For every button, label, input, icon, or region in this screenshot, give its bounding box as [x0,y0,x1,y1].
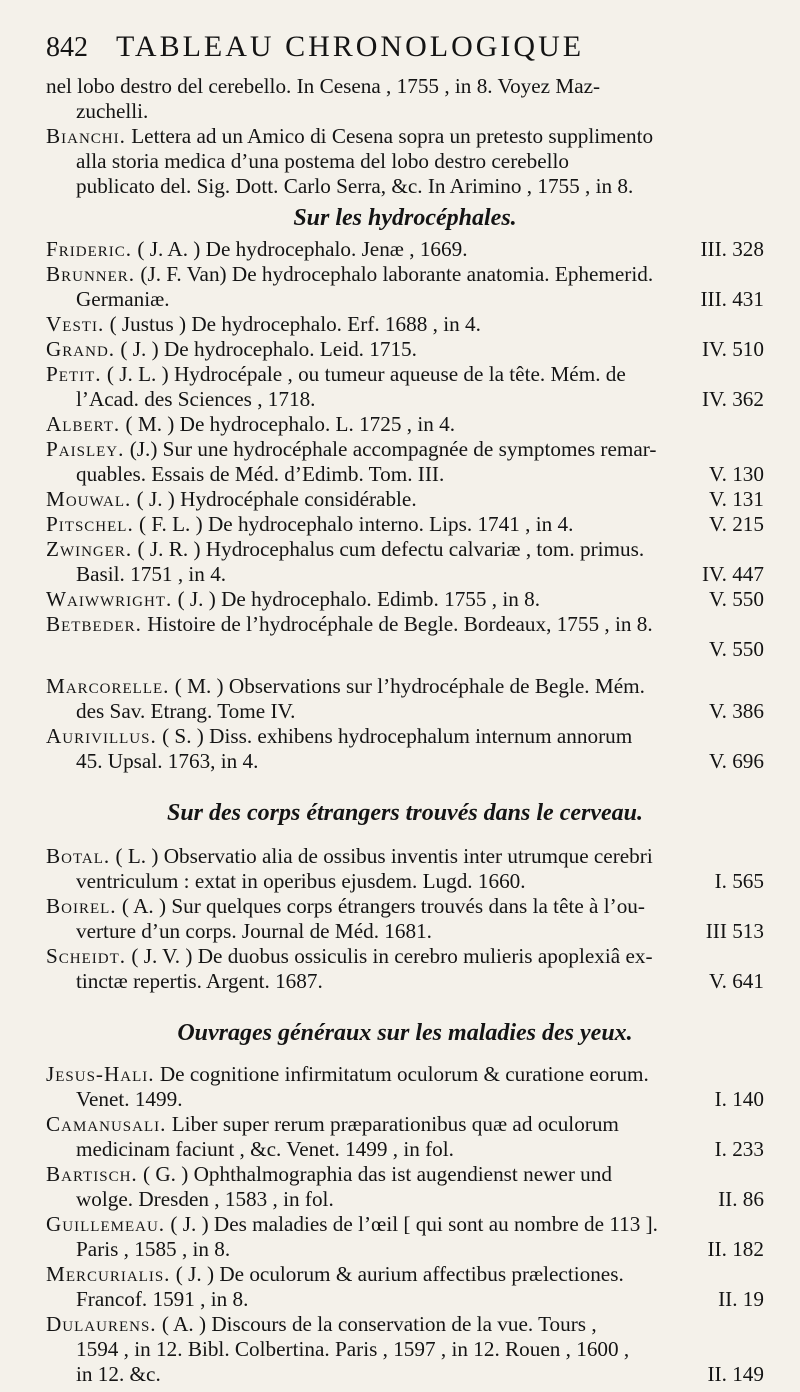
entry-text: Lettera ad un Amico di Cesena sopra un pretesto supplimento [125,124,654,148]
entry-text: quables. Essais de Méd. d’Edimb. Tom. III. [76,462,445,486]
entry-line [46,1112,764,1137]
entry-line [46,1162,764,1187]
entry-continuation-line [46,1287,764,1312]
entry-text: ( A. ) Sur quelques corps étrangers trouvés dans la tête à l’ou- [116,894,645,918]
volume-reference: V. 130 [705,462,764,487]
entry-text: Histoire de l’hydrocéphale de Begle. Bordeaux, 1755 , in 8. [141,612,653,636]
bibliography-entry [46,124,764,199]
entry-text: ( S. ) Diss. exhibens hydrocephalum internum annorum [156,724,633,748]
entry-line [46,362,764,387]
page-body [46,74,764,1387]
bibliography-entry [46,312,764,337]
entry-text: ( G. ) Ophthalmographia das ist augendienst newer und [137,1162,612,1186]
bibliography-entry [46,724,764,774]
entry-line [46,537,764,562]
entry-continuation-line [46,749,764,774]
entry-continuation-line [46,1187,764,1212]
volume-reference: V. 550 [705,637,764,662]
entry-text: ( Justus ) De hydrocephalo. Erf. 1688 , in 4. [104,312,481,336]
author-name: Mouwal. [46,487,132,511]
entry-text: (J. F. Van) De hydrocephalo laborante anatomia. Ephemerid. [135,262,654,286]
entry-continuation-line [46,869,764,894]
entry-continuation-line [46,699,764,724]
spacer [46,662,764,674]
entry-text: ( J. ) De hydrocephalo. Edimb. 1755 , in 8. [172,587,541,611]
entry-continuation-line [46,969,764,994]
author-name: Betbeder. [46,612,142,636]
author-name: Zwinger. [46,537,133,561]
entry-continuation-line [46,149,764,174]
author-name: Brunner. [46,262,136,286]
volume-reference: II. 19 [714,1287,764,1312]
author-name: Frideric. [46,237,133,261]
running-head [46,30,764,74]
bibliography-entry [46,362,764,412]
entry-continuation-line [46,99,764,124]
entry-text: ( M. ) Observations sur l’hydrocéphale de Begle. Mém. [169,674,645,698]
entry-text: medicinam faciunt , &c. Venet. 1499 , in fol. [76,1137,454,1161]
entry-text: verture d’un corps. Journal de Méd. 1681. [76,919,432,943]
author-name: Petit. [46,362,102,386]
entry-continuation-line [46,1087,764,1112]
bibliography-entry [46,587,764,612]
entry-text: ( L. ) Observatio alia de ossibus inventis inter utrumque cerebri [110,844,653,868]
entry-text: publicato del. Sig. Dott. Carlo Serra, &c. In Arimino , 1755 , in 8. [76,174,634,198]
entry-text: in 12. &c. [76,1362,161,1386]
volume-reference: V. 131 [705,487,764,512]
entry-text: ( J. A. ) De hydrocephalo. Jenæ , 1669. [132,237,468,261]
entry-text: ( J. R. ) Hydrocephalus cum defectu calvariæ , tom. primus. [132,537,645,561]
volume-reference: II. 86 [714,1187,764,1212]
entry-text: 45. Upsal. 1763, in 4. [76,749,259,773]
volume-reference: I. 140 [711,1087,764,1112]
entry-continuation-line [46,174,764,199]
bibliography-entry [46,437,764,487]
author-name: Bartisch. [46,1162,138,1186]
entry-text: wolge. Dresden , 1583 , in fol. [76,1187,334,1211]
bibliography-entry [46,512,764,537]
volume-reference: II. 182 [704,1237,765,1262]
entry-line [46,74,764,99]
entry-line [46,1062,764,1087]
bibliography-entry [46,1312,764,1387]
author-name: Mercurialis. [46,1262,171,1286]
volume-reference: V. 215 [705,512,764,537]
entry-text: des Sav. Etrang. Tome IV. [76,699,296,723]
bibliography-entry [46,337,764,362]
entry-text: ( F. L. ) De hydrocephalo interno. Lips. 1741 , in 4. [133,512,574,536]
entry-text: ventriculum : extat in operibus ejusdem. Lugd. 1660. [76,869,526,893]
entry-line [46,894,764,919]
entry-continuation-line [46,387,764,412]
author-name: Albert. [46,412,121,436]
bibliography-entry [46,1212,764,1262]
volume-reference: III 513 [702,919,764,944]
bibliography-entry [46,237,764,262]
entry-line [46,124,764,149]
author-name: Aurivillus. [46,724,157,748]
author-name: Grand. [46,337,116,361]
entry-text: ( M. ) De hydrocephalo. L. 1725 , in 4. [120,412,456,436]
author-name: Pitschel. [46,512,134,536]
entry-text: ( J. L. ) Hydrocépale , ou tumeur aqueuse de la tête. Mém. de [101,362,626,386]
section-heading: Sur des corps étrangers trouvés dans le cerveau. [166,800,643,826]
entry-line [46,412,764,437]
entry-text: tinctæ repertis. Argent. 1687. [76,969,323,993]
entry-line [46,262,764,287]
entry-line [46,237,764,262]
bibliography-entry [46,612,764,662]
entry-text: nel lobo destro del cerebello. In Cesena , 1755 , in 8. Voyez Maz- [46,74,601,98]
entry-text: Basil. 1751 , in 4. [76,562,227,586]
entry-text: Liber super rerum præparationibus quæ ad oculorum [166,1112,619,1136]
entry-continuation-line [46,462,764,487]
volume-reference: II. 149 [704,1362,765,1387]
entry-line [46,674,764,699]
entry-text: Venet. 1499. [76,1087,183,1111]
bibliography-entry [46,1112,764,1162]
entry-text: Germaniæ. [76,287,170,311]
bibliography-entry [46,1262,764,1312]
entry-continuation-line [46,1237,764,1262]
bibliography-entry [46,674,764,724]
entry-continuation-line [46,1337,764,1362]
entry-line [46,312,764,337]
entry-text: 1594 , in 12. Bibl. Colbertina. Paris , 1597 , in 12. Rouen , 1600 , [76,1337,630,1361]
volume-reference: IV. 447 [698,562,764,587]
entry-text: Francof. 1591 , in 8. [76,1287,249,1311]
entry-line [46,1262,764,1287]
author-name: Boirel. [46,894,117,918]
entry-line [46,1212,764,1237]
entry-text: ( J. V. ) De duobus ossiculis in cerebro mulieris apoplexiâ ex- [126,944,653,968]
entry-line [46,337,764,362]
author-name: Marcorelle. [46,674,170,698]
entry-continuation-line [46,562,764,587]
bibliography-entry [46,412,764,437]
volume-reference: III. 431 [696,287,764,312]
entry-text: zuchelli. [76,99,149,123]
bibliography-entry [46,537,764,587]
volume-reference: I. 233 [711,1137,764,1162]
entry-text: De cognitione infirmitatum oculorum & curatione eorum. [154,1062,649,1086]
bibliography-entry [46,1062,764,1112]
author-name: Botal. [46,844,111,868]
bibliography-entry [46,1162,764,1212]
section-heading: Sur les hydrocéphales. [293,205,517,231]
entry-continuation-line [46,1362,764,1387]
author-name: Vesti. [46,312,105,336]
volume-reference: V. 550 [705,587,764,612]
entry-text: ( J. ) Hydrocéphale considérable. [131,487,417,511]
bibliography-entry [46,894,764,944]
author-name: Jesus-Hali. [46,1062,155,1086]
author-name: Bianchi. [46,124,126,148]
entry-continuation-line [46,919,764,944]
author-name: Camanusali. [46,1112,167,1136]
bibliography-entry [46,844,764,894]
entry-continuation-line [46,1137,764,1162]
entry-text: Paris , 1585 , in 8. [76,1237,231,1261]
entry-text: ( J. ) Des maladies de l’œil [ qui sont au nombre de 113 ]. [165,1212,658,1236]
bibliography-entry [46,487,764,512]
entry-line [46,612,764,637]
volume-reference: V. 386 [705,699,764,724]
entry-line [46,587,764,612]
volume-reference: V. 696 [705,749,764,774]
bibliography-entry [46,74,764,124]
section-heading: Ouvrages généraux sur les maladies des yeux. [177,1020,633,1046]
author-name: Waiwwright. [46,587,173,611]
entry-text: (J.) Sur une hydrocéphale accompagnée de symptomes remar- [124,437,657,461]
author-name: Paisley. [46,437,125,461]
entry-line [46,724,764,749]
volume-reference: V. 641 [705,969,764,994]
entry-text: alla storia medica d’una postema del lobo destro cerebello [76,149,570,173]
author-name: Dulaurens. [46,1312,157,1336]
volume-reference: I. 565 [711,869,764,894]
bibliography-entry [46,262,764,312]
entry-continuation-line [46,287,764,312]
entry-text: ( J. ) De hydrocephalo. Leid. 1715. [115,337,417,361]
volume-reference: IV. 362 [698,387,764,412]
entry-continuation-line [46,637,764,662]
entry-line [46,437,764,462]
bibliography-entry [46,944,764,994]
entry-line [46,844,764,869]
entry-line [46,512,764,537]
entry-text: ( A. ) Discours de la conservation de la vue. Tours , [156,1312,597,1336]
volume-reference: IV. 510 [698,337,764,362]
page-number: 842 [46,32,88,63]
author-name: Guillemeau. [46,1212,166,1236]
entry-line [46,944,764,969]
author-name: Scheidt. [46,944,127,968]
entry-line [46,487,764,512]
entry-text: l’Acad. des Sciences , 1718. [76,387,316,411]
running-title: TABLEAU CHRONOLOGIQUE [116,30,585,63]
entry-text: ( J. ) De oculorum & aurium affectibus prælectiones. [170,1262,624,1286]
entry-line [46,1312,764,1337]
volume-reference: III. 328 [696,237,764,262]
